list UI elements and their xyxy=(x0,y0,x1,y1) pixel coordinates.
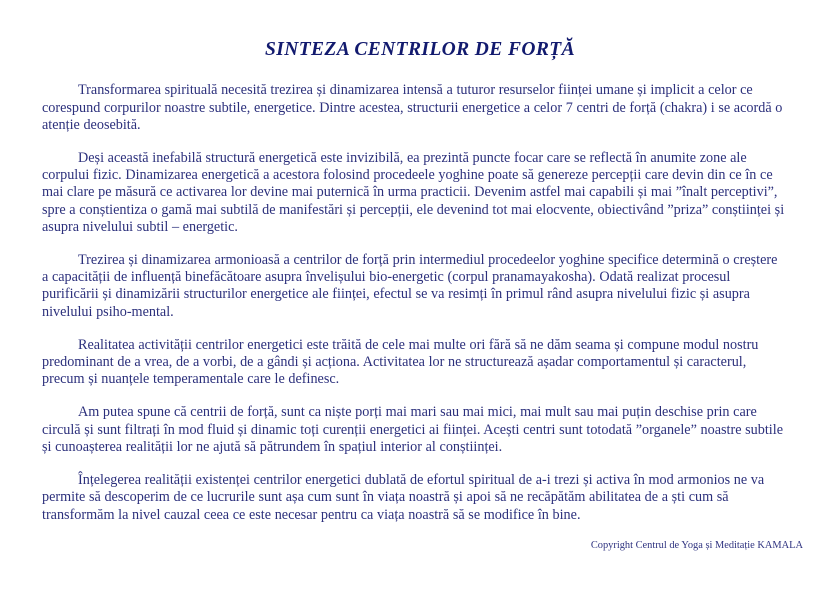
paragraph: Înțelegerea realității existenței centrilor energetici dublată de efortul spiritual de a-i trezi și activa în mod armonios ne va permite să descoperim de ce lucrurile sunt așa cum sunt în viața noastră și apoi să ne recăpătăm abilitatea de a ști cum să transformăm la nivel cauzal ceea ce este necesar pentru ca viața noastră să se modifice în bine. xyxy=(42,472,765,523)
paragraph: Am putea spune că centrii de forță, sunt ca niște porți mai mari sau mai mici, mai mult sau mai puțin deschise prin care circulă și sunt filtrați în mod fluid și dinamic toți curenții energetici ai ființei. Acești centri sunt totodată ”organele” noastre subtile și cunoașterea realității lor ne ajută să pătrundem în spațiul interior al conștiinței. xyxy=(42,404,783,455)
document-body xyxy=(0,60,840,523)
paragraph: Transformarea spirituală necesită trezirea și dinamizarea intensă a tuturor resurselor ființei umane și implicit a celor ce corespund corpurilor noastre subtile, energetice. Dintre acestea, structurii energetice a celor 7 centri de forță (chakra) i se acordă o atenție deosebită. xyxy=(42,82,783,133)
page-title: SINTEZA CENTRILOR DE FORȚĂ xyxy=(264,39,575,60)
paragraph: Trezirea și dinamizarea armonioasă a centrilor de forță prin intermediul procedeelor yoghine specifice determină o creștere a capacității de influență binefăcătoare asupra învelișului bio-energetic (corpul pranamayakosha). Odată realizat procesul purificării și dinamizării structurilor energetice ale ființei, efectul se va resimți în primul rând asupra nivelului fizic și asupra nivelului psiho-mental. xyxy=(42,252,778,320)
paragraph: Realitatea activității centrilor energetici este trăită de cele mai multe ori fără să ne dăm seama și compune modul nostru predominant de a vrea, de a vorbi, de a gândi și acționa. Activitatea lor ne structurează așadar comportamentul și caracterul, precum și nuanțele temperamentale care le definesc. xyxy=(42,336,759,388)
copyright-notice: Copyright Centrul de Yoga și Meditație KAMALA xyxy=(590,540,803,551)
paragraph: Deși această inefabilă structură energetică este invizibilă, ea prezintă puncte focar care se reflectă în anumite zone ale corpului fizic. Dinamizarea energetică a acestora folosind procedeele yoghine poate să genereze percepții care devin din ce în ce mai clare pe măsură ce activarea lor devine mai puternică în urma practicii. Devenim astfel mai capabili și mai ”înalt perceptivi”, spre a conștientiza o gamă mai subtilă de manifestări și percepții, ele devenind tot mai elocvente, obiectivând ”priza” conștiinței și asupra nivelului subtil – energetic. xyxy=(42,150,785,235)
